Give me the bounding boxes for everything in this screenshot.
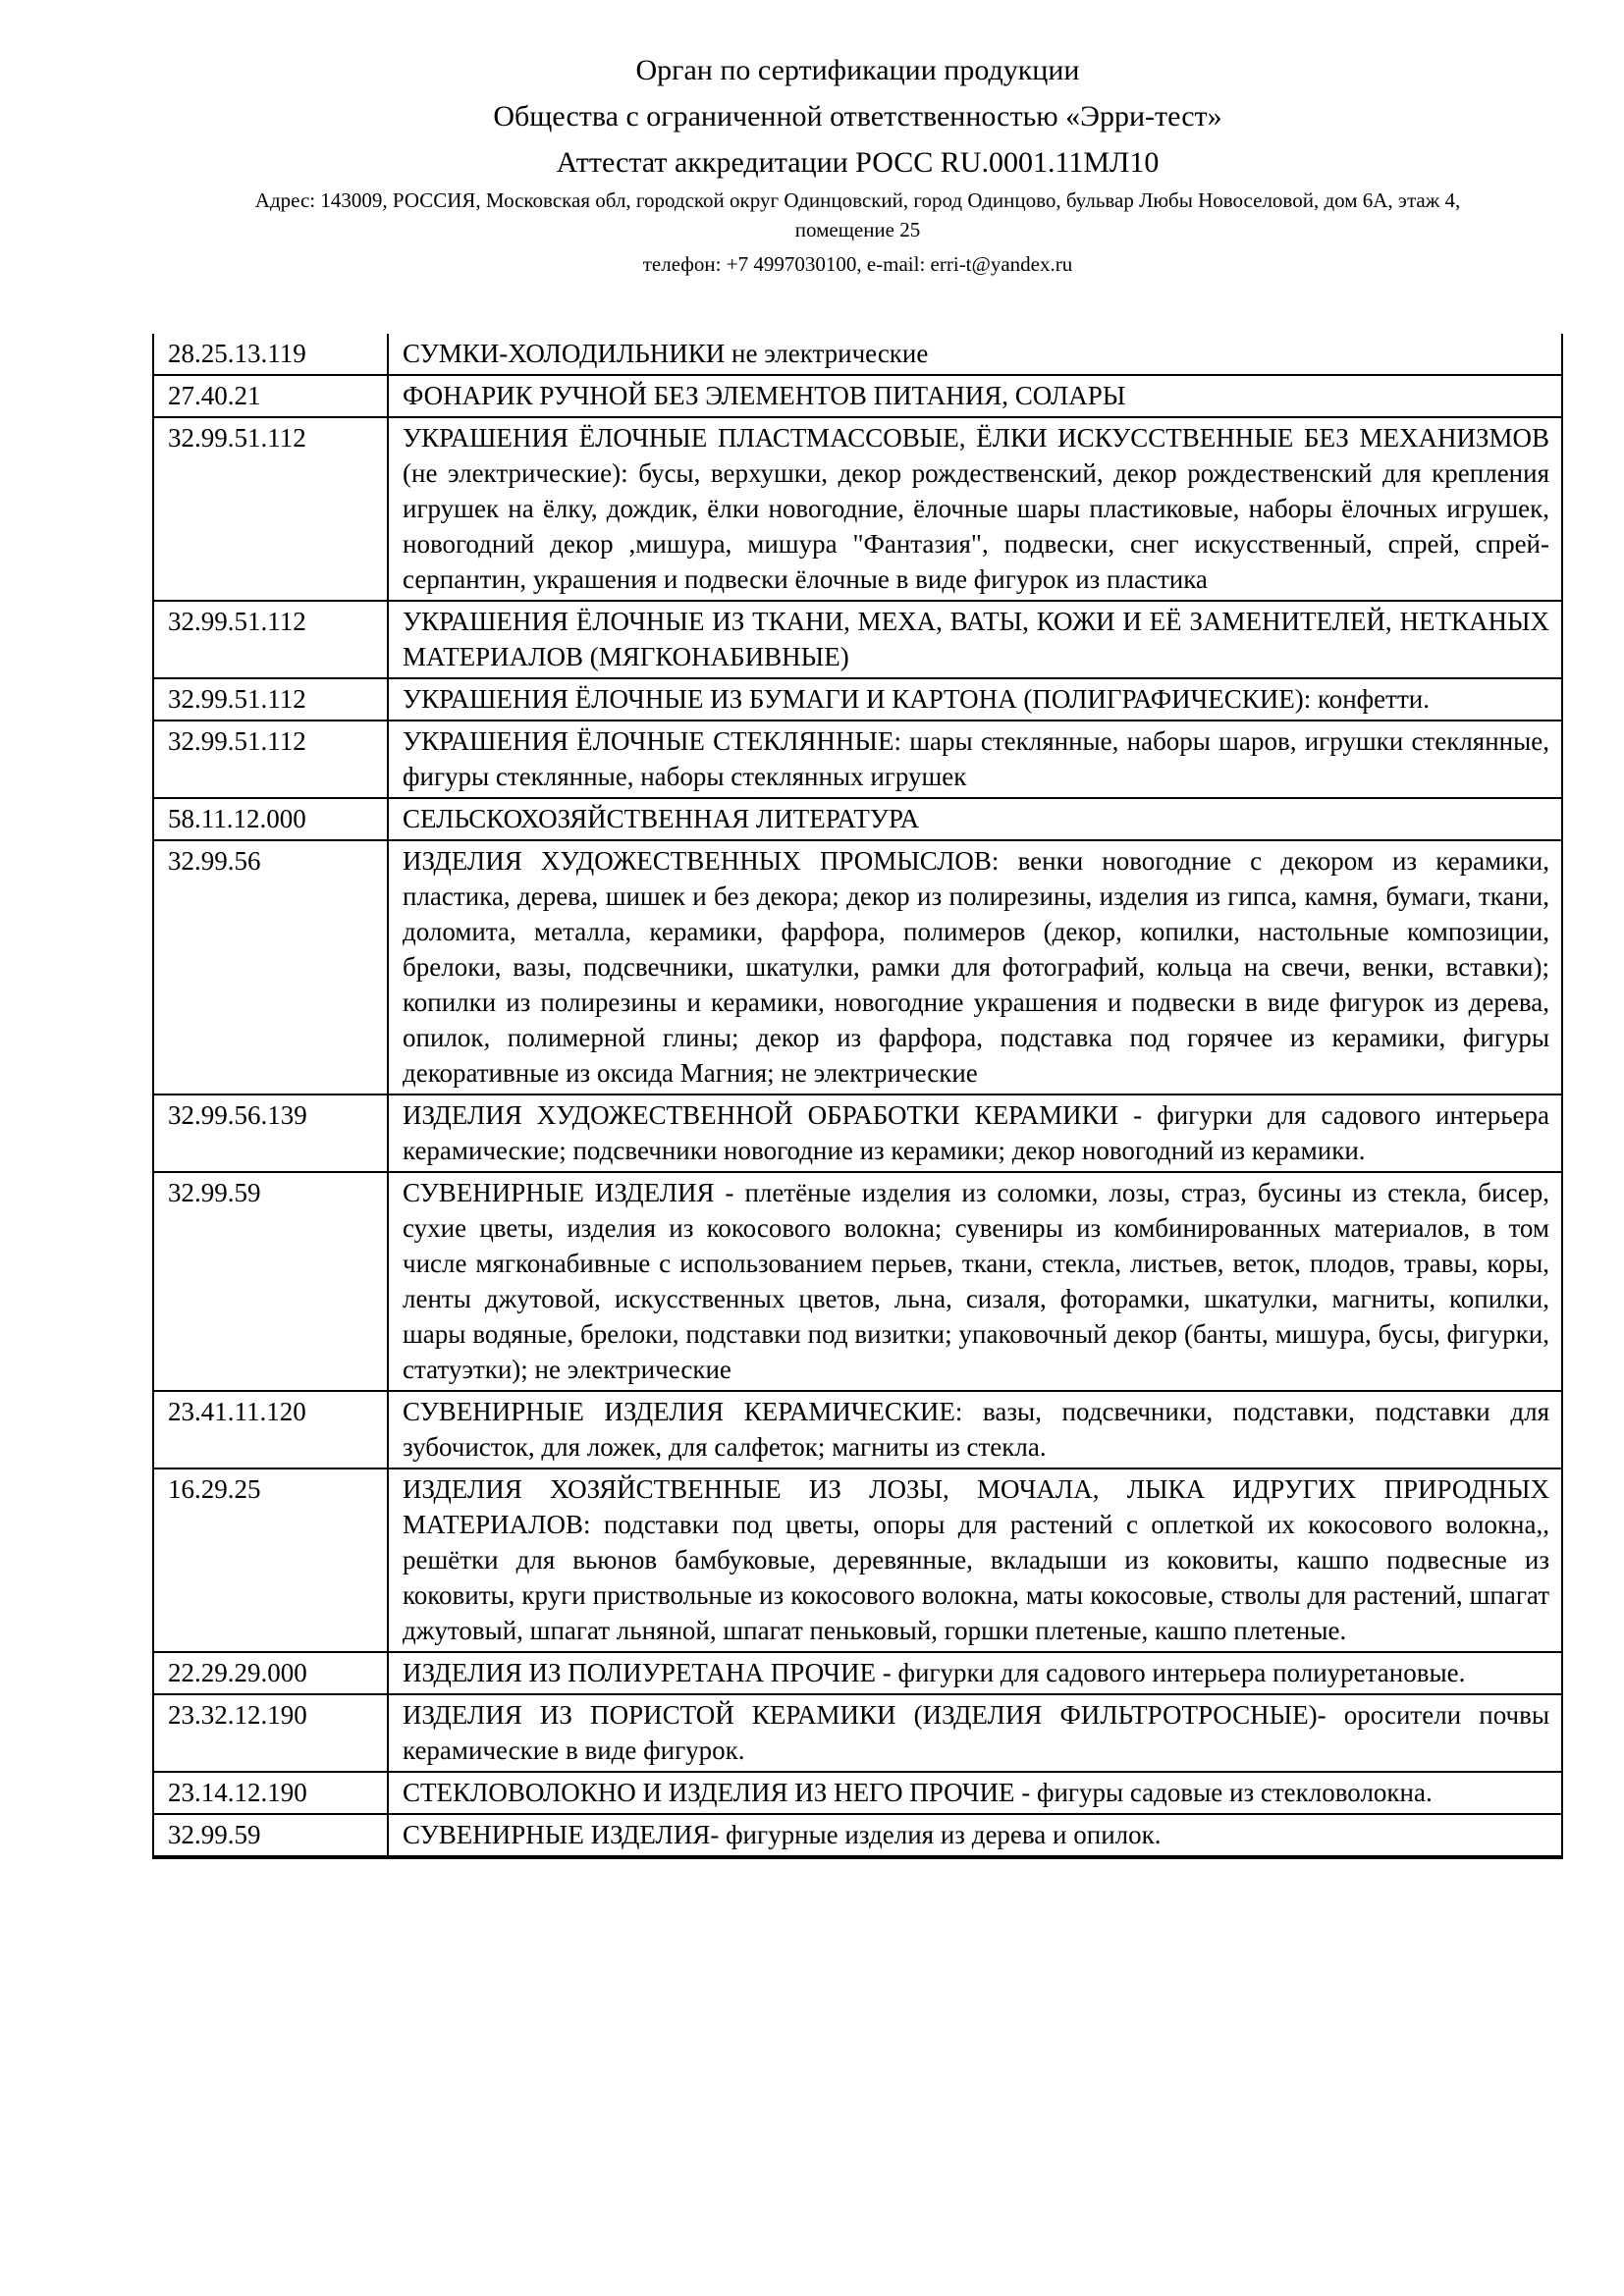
product-code: 32.99.51.112 [153, 601, 388, 678]
product-description: УКРАШЕНИЯ ЁЛОЧНЫЕ СТЕКЛЯННЫЕ: шары стеклянные, наборы шаров, игрушки стеклянные, фигуры стеклянные, наборы стеклянных игрушек [388, 721, 1562, 798]
product-table-body [153, 334, 1562, 1857]
product-description: УКРАШЕНИЯ ЁЛОЧНЫЕ ИЗ БУМАГИ И КАРТОНА (ПОЛИГРАФИЧЕСКИЕ): конфетти. [388, 678, 1562, 721]
product-description: ФОНАРИК РУЧНОЙ БЕЗ ЭЛЕМЕНТОВ ПИТАНИЯ, СОЛАРЫ [388, 375, 1562, 417]
table-row [153, 417, 1562, 601]
product-description: ИЗДЕЛИЯ ХОЗЯЙСТВЕННЫЕ ИЗ ЛОЗЫ, МОЧАЛА, ЛЫКА ИДРУГИХ ПРИРОДНЫХ МАТЕРИАЛОВ: подставки под цветы, опоры для растений с оплеткой их кокосового волокна,, решётки для вьюнов бамбуковые, деревянные, вкладыши из коковиты, кашпо подвесные из коковиты, круги приствольные из кокосового волокна, маты кокосовые, стволы для растений, шпагат джутовый, шпагат льняной, шпагат пеньковый, горшки плетеные, кашпо плетеные. [388, 1468, 1562, 1652]
table-row [153, 1391, 1562, 1468]
product-code: 23.41.11.120 [153, 1391, 388, 1468]
table-row [153, 1814, 1562, 1857]
product-description: СУВЕНИРНЫЕ ИЗДЕЛИЯ- фигурные изделия из дерева и опилок. [388, 1814, 1562, 1857]
product-code: 23.32.12.190 [153, 1694, 388, 1772]
table-row [153, 1772, 1562, 1814]
product-code: 32.99.59 [153, 1172, 388, 1391]
product-code: 28.25.13.119 [153, 334, 388, 375]
table-row [153, 1468, 1562, 1652]
product-description: СУМКИ-ХОЛОДИЛЬНИКИ не электрические [388, 334, 1562, 375]
product-code: 32.99.56.139 [153, 1095, 388, 1172]
product-description: СУВЕНИРНЫЕ ИЗДЕЛИЯ - плетёные изделия из соломки, лозы, страз, бусины из стекла, бисер, сухие цветы, изделия из кокосового волокна; сувениры из комбинированных материалов, в том числе мягконабивные с использованием перьев, ткани, стекла, листьев, веток, плодов, травы, коры, ленты джутовой, искусственных цветов, льна, сизаля, фоторамки, шкатулки, магниты, копилки, шары водяные, брелоки, подставки под визитки; упаковочный декор (банты, мишура, бусы, фигурки, статуэтки); не электрические [388, 1172, 1562, 1391]
product-code: 32.99.59 [153, 1814, 388, 1857]
product-code: 22.29.29.000 [153, 1652, 388, 1694]
header-org-name: Общества с ограниченной ответственностью «Эрри-тест» [493, 100, 1222, 133]
table-row [153, 1694, 1562, 1772]
product-description: ИЗДЕЛИЯ ИЗ ПОЛИУРЕТАНА ПРОЧИЕ - фигурки для садового интерьера полиуретановые. [388, 1652, 1562, 1694]
product-description: СЕЛЬСКОХОЗЯЙСТВЕННАЯ ЛИТЕРАТУРА [388, 798, 1562, 840]
product-code: 32.99.51.112 [153, 417, 388, 601]
table-row [153, 721, 1562, 798]
table-row [153, 334, 1562, 375]
header-address-line1: Адрес: 143009, РОССИЯ, Московская обл, городской округ Одинцовский, город Одинцово, бульвар Любы Новоселовой, дом 6А, этаж 4, [254, 188, 1461, 212]
product-description: СТЕКЛОВОЛОКНО И ИЗДЕЛИЯ ИЗ НЕГО ПРОЧИЕ - фигуры садовые из стекловолокна. [388, 1772, 1562, 1814]
product-description: ИЗДЕЛИЯ ХУДОЖЕСТВЕННЫХ ПРОМЫСЛОВ: венки новогодние с декором из керамики, пластика, дерева, шишек и без декора; декор из полирезины, изделия из гипса, камня, бумаги, ткани, доломита, металла, керамики, фарфора, полимеров (декор, копилки, настольные композиции, брелоки, вазы, подсвечники, шкатулки, рамки для фотографий, кольца на свечи, венки, вставки); копилки из полирезины и керамики, новогодние украшения и подвески в виде фигурок из дерева, опилок, полимерной глины; декор из фарфора, подставка под горячее из керамики, фигуры декоративные из оксида Магния; не электрические [388, 840, 1562, 1095]
product-description: ИЗДЕЛИЯ ИЗ ПОРИСТОЙ КЕРАМИКИ (ИЗДЕЛИЯ ФИЛЬТРОТРОСНЫЕ)- оросители почвы керамические в виде фигурок. [388, 1694, 1562, 1772]
table-row [153, 840, 1562, 1095]
page-content [152, 47, 1563, 1859]
certification-body-header [152, 47, 1563, 279]
table-row [153, 678, 1562, 721]
product-description: УКРАШЕНИЯ ЁЛОЧНЫЕ ПЛАСТМАССОВЫЕ, ЁЛКИ ИСКУССТВЕННЫЕ БЕЗ МЕХАНИЗМОВ (не электрические): бусы, верхушки, декор рождественский, декор рождественский для крепления игрушек на ёлку, дождик, ёлки новогодние, ёлочные шары пластиковые, наборы ёлочных игрушек, новогодний декор ,мишура, мишура "Фантазия", подвески, снег искусственный, спрей, спрей-серпантин, украшения и подвески ёлочные в виде фигурок из пластика [388, 417, 1562, 601]
table-row [153, 1172, 1562, 1391]
table-row [153, 1652, 1562, 1694]
header-org-role: Орган по сертификации продукции [635, 54, 1080, 86]
header-address-line2: помещение 25 [794, 218, 921, 241]
product-code: 32.99.56 [153, 840, 388, 1095]
product-codes-table [152, 334, 1563, 1859]
table-row [153, 601, 1562, 678]
product-code: 27.40.21 [153, 375, 388, 417]
product-code: 58.11.12.000 [153, 798, 388, 840]
header-contact: телефон: +7 4997030100, e-mail: erri-t@yandex.ru [642, 252, 1073, 276]
product-code: 32.99.51.112 [153, 678, 388, 721]
product-code: 23.14.12.190 [153, 1772, 388, 1814]
product-code: 32.99.51.112 [153, 721, 388, 798]
table-row [153, 1095, 1562, 1172]
table-row [153, 375, 1562, 417]
header-accreditation-certificate: Аттестат аккредитации РОСС RU.0001.11МЛ10 [556, 146, 1160, 179]
product-description: ИЗДЕЛИЯ ХУДОЖЕСТВЕННОЙ ОБРАБОТКИ КЕРАМИКИ - фигурки для садового интерьера керамические; подсвечники новогодние из керамики; декор новогодний из керамики. [388, 1095, 1562, 1172]
product-code: 16.29.25 [153, 1468, 388, 1652]
table-row [153, 798, 1562, 840]
product-description: УКРАШЕНИЯ ЁЛОЧНЫЕ ИЗ ТКАНИ, МЕХА, ВАТЫ, КОЖИ И ЕЁ ЗАМЕНИТЕЛЕЙ, НЕТКАНЫХ МАТЕРИАЛОВ (МЯГКОНАБИВНЫЕ) [388, 601, 1562, 678]
product-description: СУВЕНИРНЫЕ ИЗДЕЛИЯ КЕРАМИЧЕСКИЕ: вазы, подсвечники, подставки, подставки для зубочисток, для ложек, для салфеток; магниты из стекла. [388, 1391, 1562, 1468]
